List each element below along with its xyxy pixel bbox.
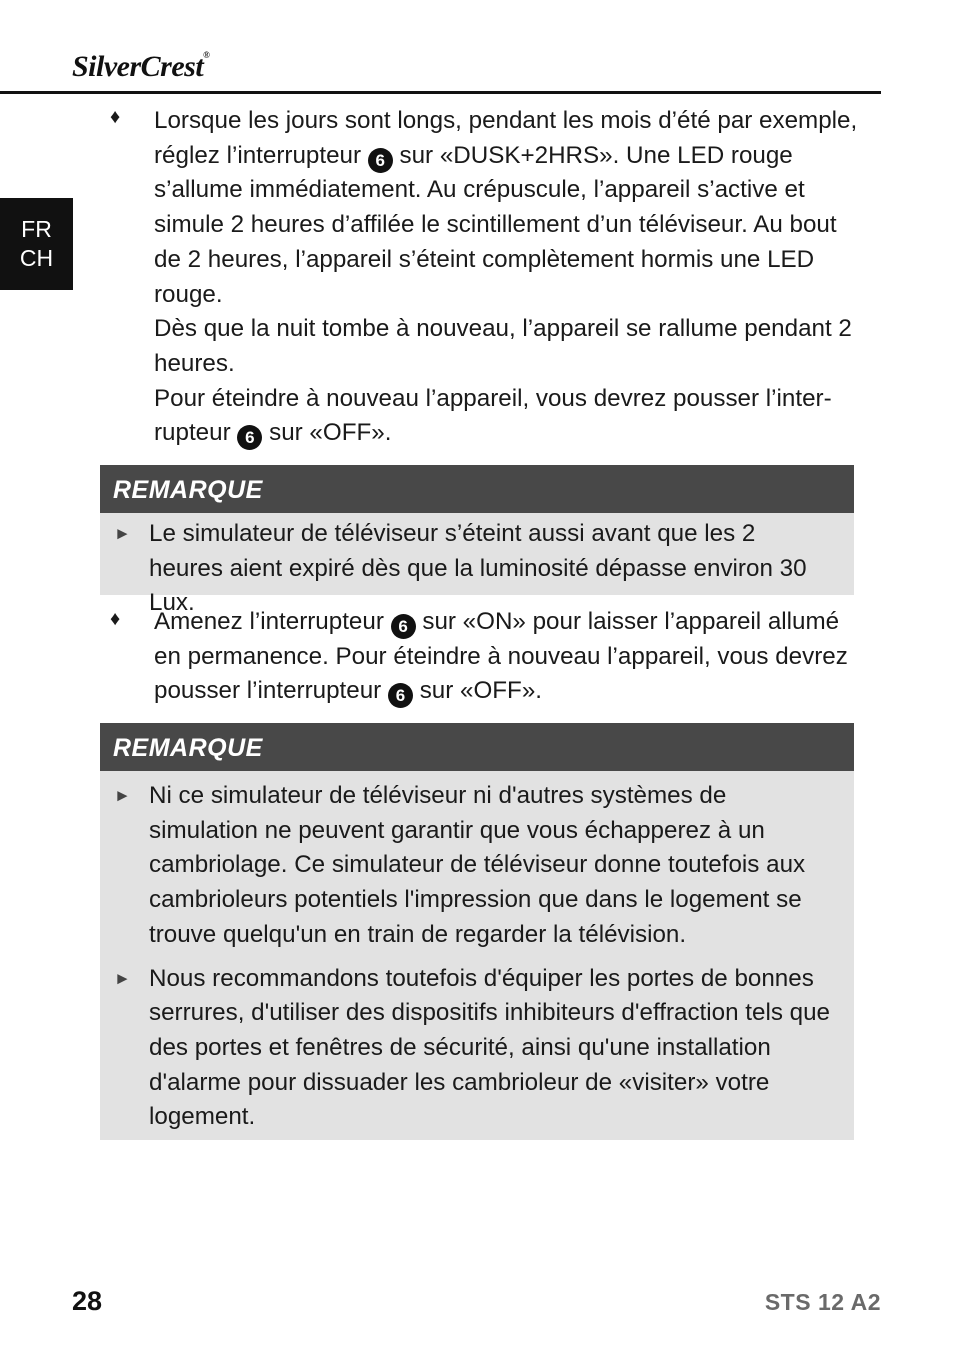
bullet-paragraph: Dès que la nuit tombe à nouveau, l’appareil se rallume pendant 2 heures.	[154, 315, 852, 377]
switch-number-badge: 6	[391, 614, 416, 639]
note-item-text: Ni ce simulateur de téléviseur ni d'autres systèmes de simulation ne peuvent garantir que vous échapperez à un cambriolage. Ce simulateur de téléviseur donne toutefois aux cambrioleurs potentiels l'impression que dans le logement se trouve quelqu'un en train de regarder la télévision.	[149, 782, 806, 948]
model-number: STS 12 A2	[764, 1289, 881, 1315]
brand-name: SilverCrest	[72, 50, 204, 83]
bullet-text: sur «ON» pour laisser l’appareil allumé en permanence. Pour éteindre à nouveau l’appareil, vous devrez pousser l’interrupteur	[154, 608, 848, 705]
header-divider	[0, 91, 881, 94]
switch-number-badge: 6	[237, 425, 262, 450]
arrow-right-icon: ►	[114, 786, 131, 805]
switch-number-badge: 6	[388, 683, 413, 708]
brand-logo	[72, 50, 209, 84]
note-title: REMARQUE	[100, 723, 854, 771]
bullet-item-dusk	[154, 104, 859, 451]
bullet-diamond-icon: ♦	[110, 106, 121, 128]
language-tab-fr: FR	[21, 216, 52, 242]
language-tab-ch: CH	[19, 245, 54, 271]
bullet-text: Pour éteindre à nouveau l’appareil, vous devrez pousser l’inter-rupteur	[154, 384, 832, 447]
bullet-text: Amenez l’interrupteur	[154, 608, 384, 635]
bullet-text: Lorsque les jours sont longs, pendant les mois d’été par exemple, réglez l’interrupteur	[154, 107, 858, 169]
note-item	[100, 962, 854, 1136]
bullet-paragraph	[154, 104, 859, 312]
arrow-right-icon: ►	[114, 524, 131, 543]
bullet-text: sur «OFF».	[419, 677, 542, 705]
bullet-item-on	[154, 605, 859, 709]
bullet-diamond-icon: ♦	[110, 608, 121, 630]
note-box	[100, 465, 854, 617]
page-number: 28	[72, 1286, 103, 1316]
note-item-text: Le simulateur de téléviseur s’éteint aussi avant que les 2 heures aient expiré dès que la luminosité dépasse environ 30 Lux.	[149, 520, 807, 617]
bullet-paragraph	[154, 605, 859, 709]
note-box	[100, 723, 854, 1140]
language-tab	[0, 198, 73, 290]
bullet-text: sur «OFF».	[269, 419, 392, 447]
switch-number-badge: 6	[368, 148, 393, 173]
registered-mark: ®	[203, 50, 210, 60]
bullet-text: sur «DUSK+2HRS». Une LED rouge s’allume immédiatement. Au crépuscule, l’appareil s’active et simule 2 heures d’affilée le scintillement d’un téléviseur. Au bout de 2 heures, l’appareil s’éteint complètement hormis une LED rouge.	[154, 141, 837, 308]
bullet-paragraph	[154, 382, 859, 451]
arrow-right-icon: ►	[114, 968, 131, 988]
note-item	[100, 779, 854, 953]
note-title: REMARQUE	[100, 465, 854, 513]
note-item-text: Nous recommandons toutefois d'équiper les portes de bonnes serrures, d'utiliser des dispositifs inhibiteurs d'effraction tels que des portes et fenêtres de sécurité, ainsi qu'une installation d'alarme pour dissuader les cambrioleur de «visiter» votre logement.	[149, 964, 830, 1131]
